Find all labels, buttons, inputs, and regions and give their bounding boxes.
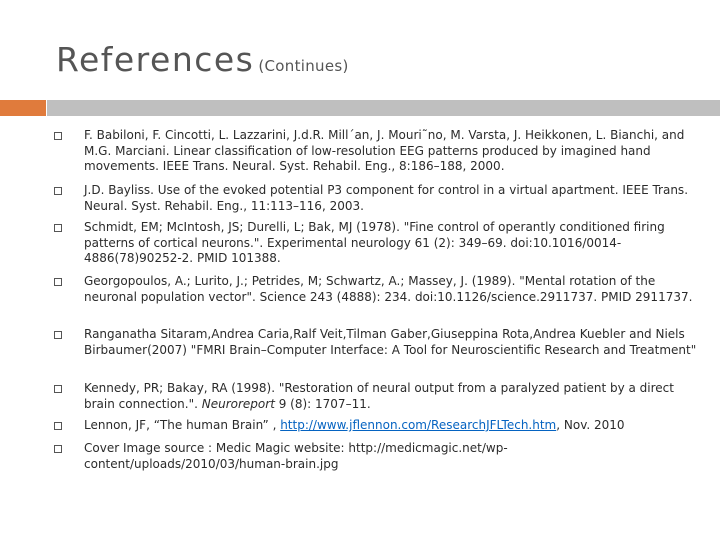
square-bullet-icon (54, 187, 62, 195)
accent-bar-gray (47, 100, 720, 116)
reference-item (52, 220, 704, 267)
journal-name: Neuroreport (201, 396, 275, 411)
reference-item (52, 183, 704, 214)
reference-text-before: Kennedy, PR; Bakay, RA (1998). "Restoration of neural output from a paralyzed patient by a direct brain connection.". (84, 381, 674, 411)
reference-link[interactable]: http://www.jflennon.com/ResearchJFLTech.htm (280, 418, 557, 432)
slide-title (56, 40, 349, 79)
reference-text: F. Babiloni, F. Cincotti, L. Lazzarini, J.d.R. Mill´an, J. Mouri˜no, M. Varsta, J. Heikkonen, L. Bianchi, and M.G. Marciani. Linear classification of low-resolution EEG patterns produced by imagined hand movements. IEEE Trans. Neural. Syst. Rehabil. Eng., 8:186–188, 2000. (84, 128, 685, 173)
square-bullet-icon (54, 385, 62, 393)
reference-text: Cover Image source : Medic Magic website: http://medicmagic.net/wp-content/uploads/2010/03/human-brain.jpg (84, 441, 508, 471)
square-bullet-icon (54, 331, 62, 339)
reference-text-before: Lennon, JF, “The human Brain” , (84, 418, 281, 432)
square-bullet-icon (54, 278, 62, 286)
reference-text-after: , Nov. 2010 (556, 418, 625, 432)
title-main: References (56, 40, 255, 79)
reference-item (52, 418, 704, 434)
reference-item (52, 274, 704, 305)
square-bullet-icon (54, 224, 62, 232)
reference-text: Georgopoulos, A.; Lurito, J.; Petrides, M; Schwartz, A.; Massey, J. (1989). "Mental rotation of the neuronal population vector". Science 243 (4888): 234. doi:10.1126/science.2911737. PMID 2911737. (84, 274, 693, 304)
reference-item (52, 441, 704, 472)
reference-item (52, 128, 704, 175)
title-subtitle: (Continues) (258, 57, 349, 75)
reference-text (84, 381, 704, 412)
reference-text: J.D. Bayliss. Use of the evoked potential P3 component for control in a virtual apartment. IEEE Trans. Neural. Syst. Rehabil. Eng., 11:113–116, 2003. (84, 183, 689, 213)
reference-text: Schmidt, EM; McIntosh, JS; Durelli, L; Bak, MJ (1978). "Fine control of operantly conditioned firing patterns of cortical neurons.". Experimental neurology 61 (2): 349–69. doi:10.1016/0014-4886(78)90252-2. PMID 101388. (84, 220, 665, 265)
accent-bar-orange (0, 100, 46, 116)
square-bullet-icon (54, 132, 62, 140)
reference-item (52, 327, 704, 358)
square-bullet-icon (54, 422, 62, 430)
reference-item (52, 381, 704, 412)
reference-text (84, 418, 704, 434)
reference-text-after: 9 (8): 1707–11. (274, 396, 371, 411)
reference-text: Ranganatha Sitaram,Andrea Caria,Ralf Veit,Tilman Gaber,Giuseppina Rota,Andrea Kuebler and Niels Birbaumer(2007) "FMRI Brain–Computer Interface: A Tool for Neuroscientific Research and Treatment" (84, 327, 697, 357)
square-bullet-icon (54, 445, 62, 453)
